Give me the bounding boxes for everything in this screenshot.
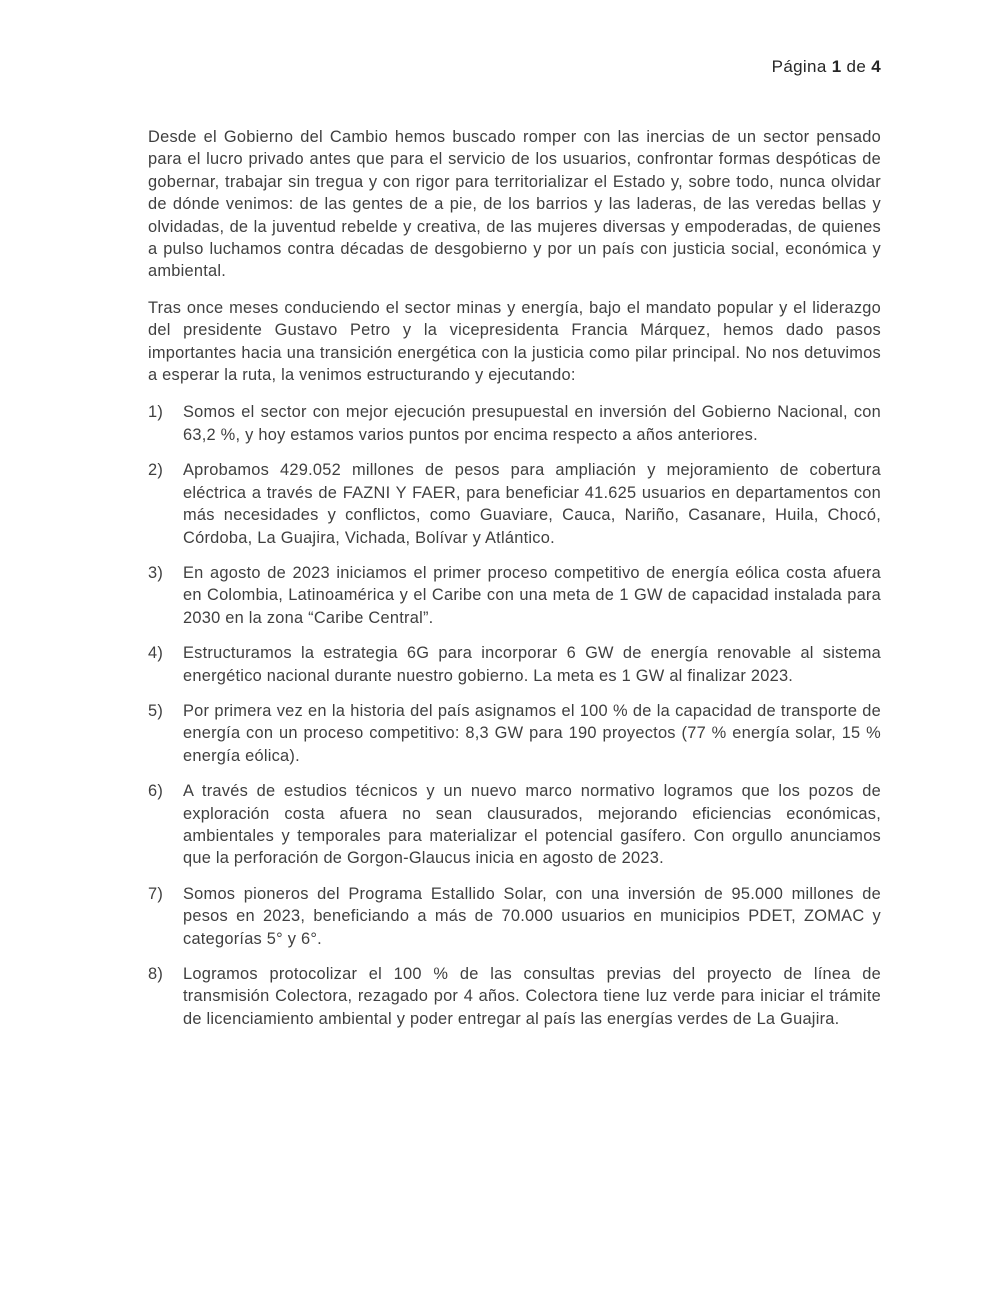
list-item-number: 3) (148, 563, 164, 582)
list-item-text: Somos pioneros del Programa Estallido Solar, con una inversión de 95.000 millones de pesos en 2023, beneficiando a más de 70.000 usuarios en municipios PDET, ZOMAC y categorías 5° y 6°. (183, 884, 881, 948)
list-item-number: 1) (148, 403, 164, 422)
list-item (148, 459, 881, 549)
list-item-number: 7) (148, 884, 164, 903)
document-body (148, 126, 881, 1043)
list-item-text: Logramos protocolizar el 100 % de las consultas previas del proyecto de línea de transmisión Colectora, rezagado por 4 años. Colectora tiene luz verde para iniciar el trámite de licenciamiento ambiental y poder entregar al país las energías verdes de La Guajira. (183, 965, 881, 1028)
context-paragraph: Tras once meses conduciendo el sector minas y energía, bajo el mandato popular y el liderazgo del presidente Gustavo Petro y la vicepresidenta Francia Márquez, hemos dado pasos importantes hacia una transición energética con la justicia como pilar principal. No nos detuvimos a esperar la ruta, la venimos estructurando y ejecutando: (148, 298, 881, 385)
list-item (148, 883, 881, 950)
achievements-list (148, 401, 881, 1030)
list-item (148, 963, 881, 1030)
intro-paragraph: Desde el Gobierno del Cambio hemos buscado romper con las inercias de un sector pensado para el lucro privado antes que para el servicio de los usuarios, confrontar formas despóticas de gobernar, trabajar sin tregua y con rigor para territorializar el Estado y, sobre todo, nunca olvidar de dónde venimos: de las gentes de a pie, de los barrios y las laderas, de las veredas bellas y olvidadas, de la juventud rebelde y creativa, de las mujeres diversas y empoderadas, de quienes a pulso luchamos contra décadas de desgobierno y por un país con justicia social, económica y ambiental. (148, 128, 881, 281)
total-page-count: 4 (871, 57, 881, 76)
page-number-header (772, 57, 881, 77)
list-item-number: 2) (148, 461, 164, 480)
list-item (148, 700, 881, 767)
list-item (148, 780, 881, 870)
list-item (148, 562, 881, 629)
list-item (148, 401, 881, 446)
current-page-number: 1 (831, 57, 842, 76)
list-item-text: Estructuramos la estrategia 6G para incorporar 6 GW de energía renovable al sistema energético nacional durante nuestro gobierno. La meta es 1 GW al finalizar 2023. (183, 644, 881, 685)
list-item-text: Por primera vez en la historia del país asignamos el 100 % de la capacidad de transporte de energía con un proceso competitivo: 8,3 GW para 190 proyectos (77 % energía solar, 15 % energía eólica). (183, 701, 881, 765)
list-item-number: 5) (148, 701, 164, 720)
list-item-number: 6) (148, 782, 164, 801)
page-label-prefix: Página (771, 57, 832, 76)
page-label-separator: de (841, 57, 872, 76)
list-item-text: Aprobamos 429.052 millones de pesos para ampliación y mejoramiento de cobertura eléctrica a través de FAZNI Y FAER, para beneficiar 41.625 usuarios en departamentos con más necesidades y conflictos, como Guaviare, Cauca, Nariño, Casanare, Huila, Chocó, Córdoba, La Guajira, Vichada, Bolívar y Atlántico. (183, 461, 881, 547)
list-item-text: A través de estudios técnicos y un nuevo marco normativo logramos que los pozos de exploración costa afuera no sean clausurados, mejorando eficiencias económicas, ambientales y temporales para materializar el potencial gasífero. Con orgullo anunciamos que la perforación de Gorgon-Glaucus inicia en agosto de 2023. (183, 782, 881, 868)
list-item (148, 642, 881, 687)
list-item-text: Somos el sector con mejor ejecución presupuestal en inversión del Gobierno Nacional, con 63,2 %, y hoy estamos varios puntos por encima respecto a años anteriores. (183, 403, 881, 444)
list-item-number: 4) (148, 644, 164, 663)
list-item-text: En agosto de 2023 iniciamos el primer proceso competitivo de energía eólica costa afuera en Colombia, Latinoamérica y el Caribe con una meta de 1 GW de capacidad instalada para 2030 en la zona “Caribe Central”. (183, 563, 881, 627)
list-item-number: 8) (148, 965, 164, 983)
